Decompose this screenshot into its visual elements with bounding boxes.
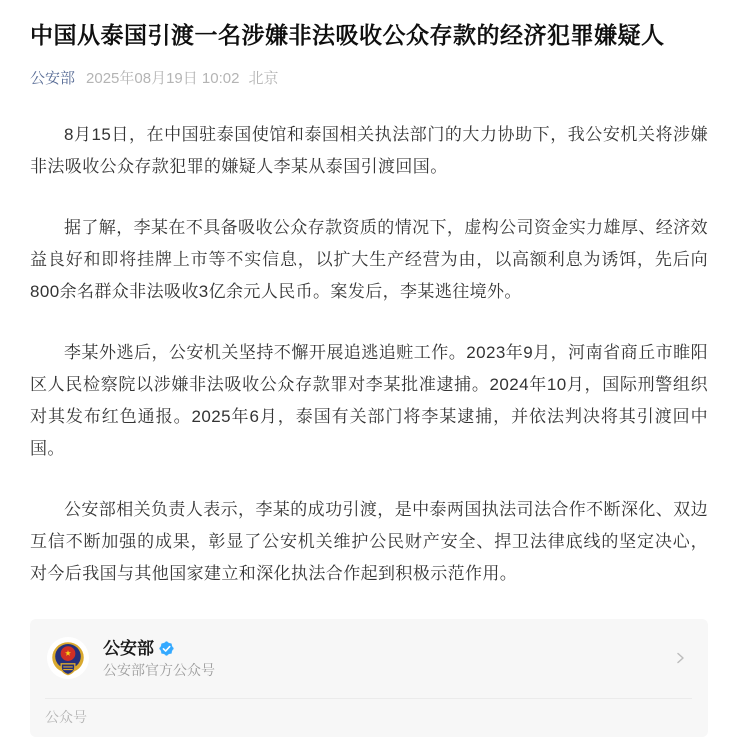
account-info [103, 640, 662, 677]
card-footer-label: 公众号 [45, 709, 87, 726]
byline [30, 67, 708, 88]
author-link[interactable]: 公安部 [30, 70, 76, 88]
paragraph: 李某外逃后，公安机关坚持不懈开展追逃追赃工作。2023年9月，河南省商丘市睢阳区人民检察院以涉嫌非法吸收公众存款罪对李某批准逮捕。2024年10月，国际刑警组织对其发布红色通报。2025年6月，泰国有关部门将李某逮捕，并依法判决将其引渡回中国。 [30, 343, 708, 459]
chevron-right-icon [672, 650, 688, 666]
account-summary [30, 619, 708, 679]
verified-badge-icon [159, 641, 174, 656]
article-body [30, 119, 708, 590]
publish-location: 北京 [248, 70, 279, 88]
paragraph: 8月15日，在中国驻泰国使馆和泰国相关执法部门的大力协助下，我公安机关将涉嫌非法吸收公众存款犯罪的嫌疑人李某从泰国引渡回国。 [30, 125, 708, 177]
paragraph: 据了解，李某在不具备吸收公众存款资质的情况下，虚构公司资金实力雄厚、经济效益良好和即将挂牌上市等不实信息，以扩大生产经营为由，以高额利息为诱饵，先后向800余名群众非法吸收3亿余元人民币。案发后，李某逃往境外。 [30, 218, 708, 302]
article-title: 中国从泰国引渡一名涉嫌非法吸收公众存款的经济犯罪嫌疑人 [30, 22, 665, 48]
article-page [0, 20, 738, 737]
publish-date: 2025年08月19日 10:02 [86, 70, 240, 88]
official-account-card[interactable] [30, 619, 708, 737]
account-description: 公安部官方公众号 [103, 661, 215, 678]
account-name: 公安部 [103, 638, 154, 658]
police-emblem-avatar-icon [47, 637, 89, 679]
paragraph: 公安部相关负责人表示，李某的成功引渡，是中泰两国执法司法合作不断深化、双边互信不断加强的成果，彰显了公安机关维护公民财产安全、捍卫法律底线的坚定决心，对今后我国与其他国家建立和深化执法合作起到积极示范作用。 [30, 500, 708, 584]
